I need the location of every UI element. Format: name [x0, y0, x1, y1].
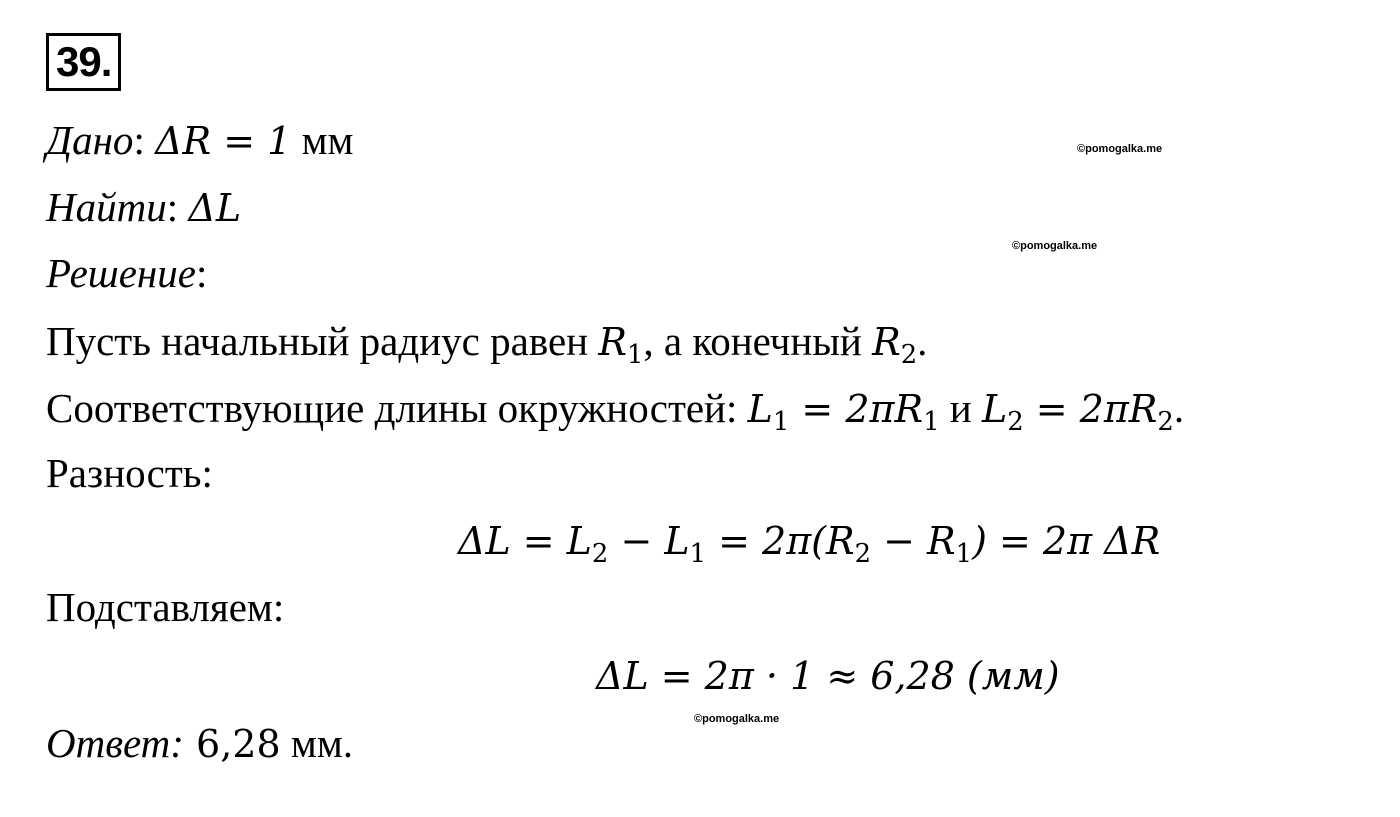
watermark-3: ©pomogalka.me: [694, 713, 780, 725]
find-colon: :: [166, 184, 179, 230]
answer-line: [46, 718, 353, 769]
given-unit: мм: [301, 117, 354, 163]
difference-line: [46, 448, 213, 498]
watermark-2: ©pomogalka.me: [1012, 240, 1098, 252]
radii-text-2: , а конечный: [643, 318, 873, 364]
formula-difference: $\Delta L = L_2 - L_1 = 2\pi(R_2 - R_1) = 2\pi$ ΔR: [458, 519, 1161, 569]
radii-text-1: Пусть начальный радиус равен: [46, 318, 599, 364]
answer-label: Ответ:: [46, 720, 184, 766]
radii-text-3: .: [917, 318, 928, 364]
radius-r2: $R_2$: [872, 320, 918, 370]
substitute-line: [46, 582, 284, 632]
problem-number-box: 39.: [46, 33, 121, 91]
result-expression: ΔL = 2π · 1 ≈ 6,28 (мм): [596, 654, 1060, 698]
given-line: [46, 115, 353, 166]
solution-colon: :: [195, 250, 208, 296]
find-line: [46, 182, 241, 233]
watermark-1: ©pomogalka.me: [1077, 143, 1163, 155]
lengths-line: [46, 383, 1185, 437]
solution-line: [46, 248, 207, 298]
radii-line: [46, 316, 928, 370]
answer-value: 6,28: [183, 722, 281, 766]
equation-l2: $L_2 = 2\pi R_2$: [981, 387, 1174, 437]
lengths-end: .: [1173, 385, 1185, 431]
substitute-label: Подставляем:: [46, 584, 285, 630]
lengths-conjunction: и: [939, 385, 982, 431]
given-expression: ΔR = 1: [155, 119, 292, 163]
equation-l1: $L_1 = 2\pi R_1$: [747, 387, 940, 437]
lengths-text-1: Соответствующие длины окружностей:: [46, 385, 748, 431]
given-colon: :: [133, 117, 145, 163]
answer-unit: мм.: [280, 720, 354, 766]
difference-label: Разность:: [46, 450, 213, 496]
solution-label: Решение: [46, 250, 196, 296]
radius-r1: $R_1$: [598, 320, 644, 370]
given-label: Дано: [46, 117, 134, 163]
find-expression: ΔL: [188, 186, 242, 230]
find-label: Найти: [46, 184, 167, 230]
formula-result: [596, 650, 1060, 701]
